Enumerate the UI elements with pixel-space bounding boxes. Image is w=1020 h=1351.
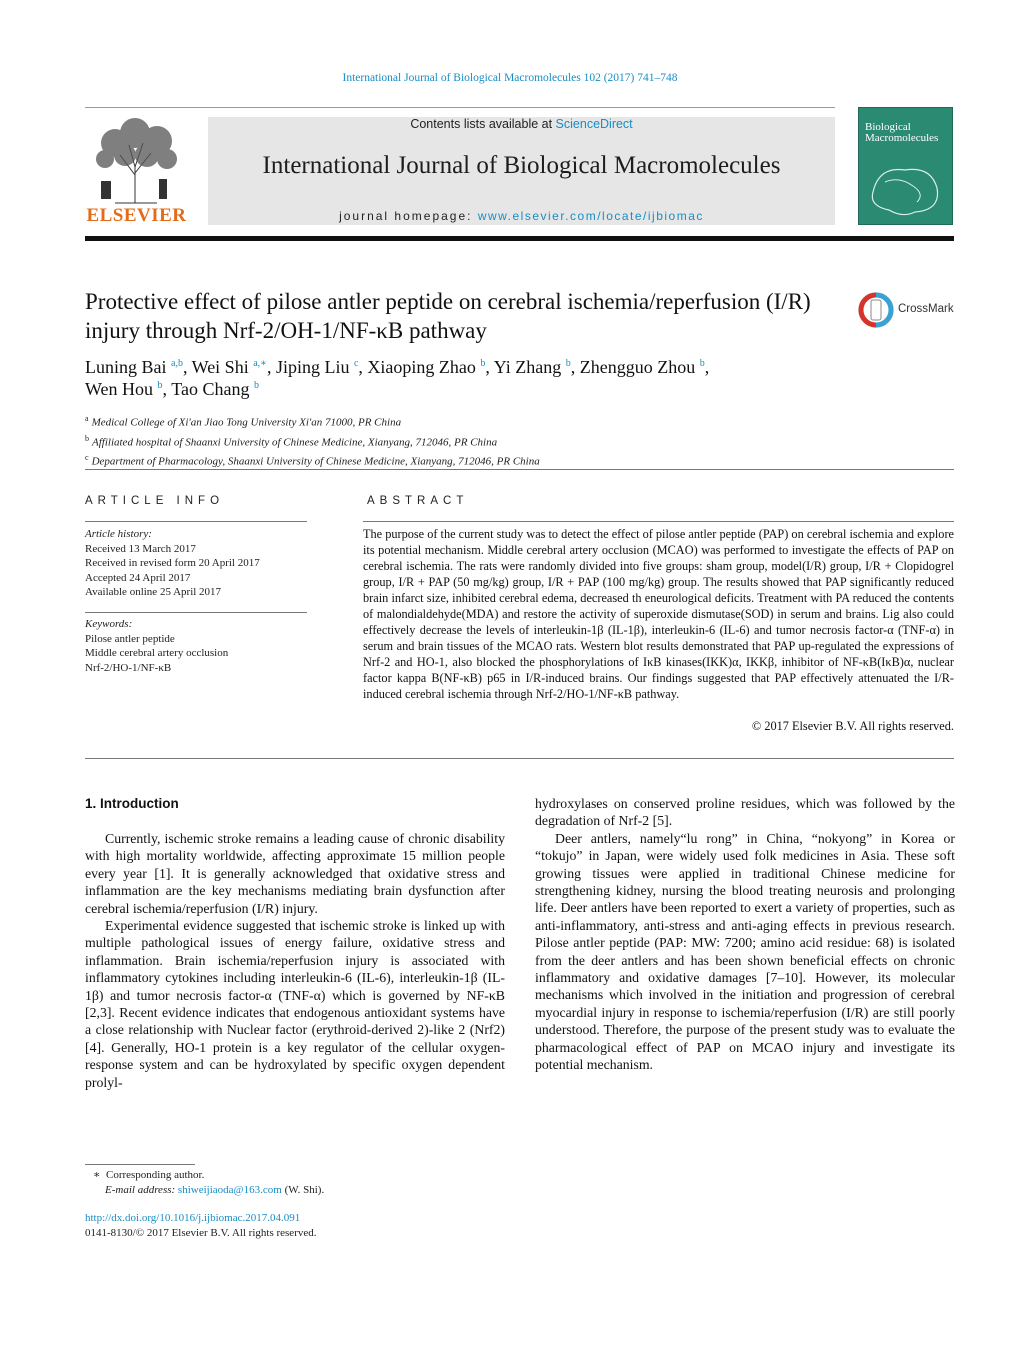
corresponding-label: Corresponding author. (105, 1169, 205, 1181)
author-name: Wen Hou (85, 379, 154, 399)
email-suffix: (W. Shi). (281, 1184, 325, 1196)
corresponding-mark: ∗ (93, 1169, 101, 1181)
email-label: E-mail address: (105, 1184, 178, 1196)
body-paragraph: Currently, ischemic stroke remains a leading cause of chronic disability with high mortality worldwide, affecting approximate 15 million people every year [1]. It is generally acknowledged that oxidative stress and inflammation are the key mechanisms mediating brain dysfunction after cerebral ischemia/reperfusion (I/R) injury. (85, 831, 505, 916)
author[interactable] (367, 357, 485, 377)
section-divider (85, 469, 954, 470)
header-thick-rule (85, 236, 954, 241)
abstract-divider (363, 521, 954, 522)
author-separator: , (162, 379, 172, 399)
author-separator: , (358, 357, 368, 377)
affiliation-text: Department of Pharmacology, Shaanxi University of Chinese Medicine, Xianyang, 712046, PR China (91, 455, 540, 468)
crossmark-icon (858, 290, 894, 330)
affiliation-mark: a (85, 414, 89, 423)
affiliation (85, 411, 540, 431)
author-name: Jiping Liu (275, 357, 350, 377)
journal-cover-thumbnail[interactable] (858, 107, 953, 225)
author-affiliation-mark[interactable]: a,b (171, 358, 183, 369)
author-name: Tao Chang (171, 379, 250, 399)
body-paragraph: hydroxylases on conserved proline residues, which was followed by the degradation of Nrf-2 [5]. (535, 796, 955, 829)
keywords (85, 617, 307, 675)
author-affiliation-mark[interactable]: b (699, 358, 705, 369)
author-name: Luning Bai (85, 357, 167, 377)
author-affiliation-mark[interactable]: b (565, 358, 571, 369)
article-title: Protective effect of pilose antler peptide on cerebral ischemia/reperfusion (I/R) injury through Nrf-2/OH-1/NF-κB pathway (85, 289, 811, 343)
author[interactable] (85, 357, 183, 377)
history-entry: Available online 25 April 2017 (85, 586, 222, 598)
author[interactable] (192, 357, 267, 377)
history-label: Article history: (85, 528, 152, 540)
body-paragraph: Experimental evidence suggested that ischemic stroke is linked up with multiple pathological issues of energy failure, oxidative stress and inflammation. Brain ischemia/reperfusion injury is associated with inflammatory cytokines including interleukin-6 (IL-6), interleukin-1β (IL-1β) and tumor necrosis factor-α (TNF-α) which is governed by NF-κB [2,3]. Recent evidence indicates that endogenous antioxidant systems have a close relationship with Nuclear factor (erythroid-derived 2)-like 2 (Nrf2) [4]. Generally, HO-1 protein is a key regulator of the cellular oxygen-response system and can be hydroxylated by specific oxygen dependent prolyl- (85, 918, 505, 1090)
issn-copyright: 0141-8130/© 2017 Elsevier B.V. All rights reserved. (85, 1227, 317, 1239)
author[interactable] (85, 379, 163, 399)
affiliation-text: Affiliated hospital of Shaanxi University of Chinese Medicine, Xianyang, 712046, PR China (92, 436, 498, 449)
author-separator: , (266, 357, 276, 377)
affiliation (85, 431, 540, 451)
header-divider (85, 107, 835, 108)
cover-title: Biological Macromolecules (865, 121, 939, 144)
email-link[interactable]: shiweijiaoda@163.com (177, 1184, 282, 1196)
history-entry: Received 13 March 2017 (85, 542, 196, 555)
elsevier-wordmark: ELSEVIER (86, 205, 187, 226)
keyword: Pilose antler peptide (85, 632, 175, 645)
article-info-divider (85, 521, 307, 522)
affiliation-mark: c (85, 453, 89, 463)
keyword: Middle cerebral artery occlusion (85, 647, 229, 659)
affiliation (85, 450, 540, 470)
keywords-label: Keywords: (85, 618, 133, 630)
crossmark-label: CrossMark (898, 303, 954, 315)
tree-icon (85, 115, 188, 207)
author-affiliation-mark[interactable]: a,∗ (253, 358, 267, 369)
author-name: Zhengguo Zhou (579, 357, 696, 377)
keyword: Nrf-2/HO-1/NF-κB (85, 661, 172, 674)
abstract-copyright: © 2017 Elsevier B.V. All rights reserved. (751, 719, 954, 733)
author-separator: , (485, 357, 494, 377)
affiliation-text: Medical College of Xi'an Jiao Tong University Xi'an 71000, PR China (91, 416, 402, 429)
author-affiliation-mark[interactable]: c (353, 358, 359, 369)
footnote-divider (85, 1164, 195, 1165)
abstract-heading: ABSTRACT (367, 495, 469, 507)
affiliation-mark: b (85, 433, 89, 443)
author-list (85, 356, 925, 400)
journal-title: International Journal of Biological Macromolecules (262, 152, 781, 179)
corresponding-author-footnote (85, 1168, 324, 1198)
author-name: Yi Zhang (493, 357, 562, 377)
homepage-label: journal homepage: (339, 209, 478, 223)
elsevier-logo[interactable] (85, 115, 188, 227)
homepage-link[interactable]: www.elsevier.com/locate/ijbiomac (477, 209, 704, 223)
sciencedirect-link[interactable]: ScienceDirect (555, 117, 633, 131)
journal-citation-link[interactable]: International Journal of Biological Macromolecules 102 (2017) 741–748 (342, 72, 678, 84)
abstract-text: The purpose of the current study was to detect the effect of pilose antler peptide (PAP) on cerebral ischemia and explore its potential mechanism. Middle cerebral artery occlusion (MCAO) was performed to investigate the effects of PAP on cerebral ischemia. The rats were randomly divided into five groups: sham group, model(I/R) group, I/R + Clopidogrel group, I/R + PAP (50 mg/kg) group, I/R + PAP (100 mg/kg) group. The results showed that PAP significantly reduced brain infarct size, inhibited cerebral edema, decreased th eneurological deficits. Treatment with PA reduced the contents of malondialdehyde(MDA) and restore the activity of superoxide dismutase(SOD) in serum and brains. Lig also could effectively decrease the levels of interleukin-1β (IL-1β), interleukin-6 (IL-6) and tumor necrosis factor-α (TNF-α) in serum and brain tissues of the MCAO rats. Western blot results demonstrated that PAP up-regulated the expressions of Nrf-2 and HO-1, also blocked the phosphorylations of IκB kinases(IKK)α, IKKβ, inhibitor of NF-κB(IκB)α, nuclear factor kappa B(NF-κB) p65 in I/R-induced brains. Our findings suggested that PAP effectively attenuated the I/R-induced cerebral ischemia through Nrf-2/HO-1/NF-κB pathway. (363, 527, 954, 701)
history-entry: Received in revised form 20 April 2017 (85, 557, 260, 569)
crossmark-badge[interactable] (858, 290, 958, 330)
keywords-divider (85, 612, 307, 613)
affiliation-list (85, 411, 540, 470)
author-affiliation-mark[interactable]: b (157, 380, 163, 391)
author-affiliation-mark[interactable]: b (253, 380, 259, 391)
author-separator: , (570, 357, 580, 377)
author[interactable] (276, 357, 358, 377)
cover-illustration-icon (859, 152, 952, 222)
article-info-heading: ARTICLE INFO (85, 495, 225, 507)
journal-homepage (208, 209, 835, 223)
history-entry: Accepted 24 April 2017 (85, 571, 191, 584)
body-column-right (535, 795, 955, 1074)
contents-prefix: Contents lists available at (410, 117, 556, 131)
doi-block (85, 1211, 317, 1241)
author-separator: , (704, 357, 710, 377)
article-history (85, 527, 307, 600)
section-divider (85, 758, 954, 759)
author-name: Xiaoping Zhao (367, 357, 476, 377)
author-name: Wei Shi (191, 357, 249, 377)
introduction-heading: 1. Introduction (85, 796, 179, 811)
author-affiliation-mark[interactable]: b (480, 358, 486, 369)
body-column-left (85, 830, 505, 1091)
author[interactable] (171, 379, 259, 399)
author[interactable] (580, 357, 705, 377)
body-paragraph: Deer antlers, namely“lu rong” in China, “nokyong” in Korea or “tokujo” in Japan, were widely used folk medicines in Asia. These soft growing tissues were applied in traditional Chinese medicine for strengthening kidney, nursing the blood treating neurosis and prolonging life. Deer antlers have been reported to exert a variety of properties, such as anti-inflammatory, anti-stress and anti-aging effects in previous research. Pilose antler peptide (PAP: MW: 7200; amino acid residue: 68) is isolated from the deer antlers and has been shown beneficial effects on chronic inflammatory and oxidative damages [7–10]. However, its molecular mechanisms which involved in the initiation and progression of cerebral myocardial injury in response to ischemia/reperfusion (I/R) are still poorly understood. Therefore, the purpose of the present study was to evaluate the pharmacological effect of PAP on MCAO injury and investigate its potential mechanism. (535, 830, 955, 1073)
doi-link[interactable]: http://dx.doi.org/10.1016/j.ijbiomac.2017.04.091 (85, 1212, 301, 1224)
author-separator: , (182, 357, 192, 377)
author[interactable] (494, 357, 571, 377)
contents-availability (208, 117, 835, 131)
